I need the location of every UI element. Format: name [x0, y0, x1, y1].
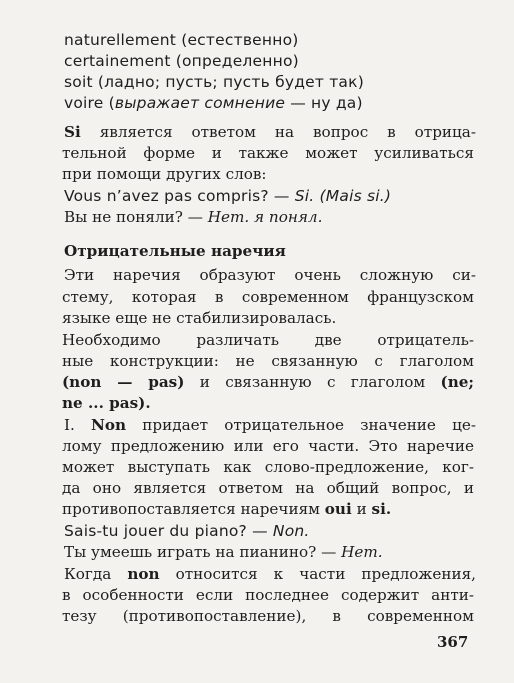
text-segment: ные конструкции: не связанную с глаголом [62, 352, 474, 370]
bold-term: Отрицательные наречия [64, 242, 286, 260]
text-segment: Ты умеешь играть на пианино? — [64, 543, 342, 561]
text-segment: стему, которая в современном французском [62, 288, 474, 306]
text-segment: тезу (противопоставление), в современном [62, 607, 474, 625]
text-segment: придает отрицательное значение це- [126, 416, 476, 434]
text-line [62, 478, 474, 498]
text-segment: является ответом на вопрос в отрица- [80, 123, 476, 141]
text-segment: и связанную с глаголом [184, 373, 441, 391]
text-line [64, 51, 476, 71]
text-line [62, 143, 474, 163]
text-line [62, 308, 474, 328]
text-line [62, 585, 474, 605]
italic-text: Non. [272, 522, 310, 540]
bold-term: Non [91, 416, 127, 434]
text-line [62, 393, 474, 413]
text-segment: voire ( [64, 94, 115, 112]
bold-term: (non — pas) [62, 373, 185, 391]
text-line [64, 415, 476, 435]
text-segment: Sais-tu jouer du piano? — [64, 522, 273, 540]
text-line [64, 542, 476, 562]
bold-term: Si [64, 123, 81, 141]
text-segment: лому предложению или его части. Это наречие [62, 437, 474, 455]
text-line [64, 72, 476, 92]
text-segment: soit (ладно; пусть; пусть будет так) [64, 73, 364, 91]
text-line [64, 93, 476, 113]
text-line [64, 564, 476, 584]
text-line [62, 457, 474, 477]
text-segment: Эти наречия образуют очень сложную си- [64, 266, 476, 284]
text-segment: да оно является ответом на общий вопрос, и [62, 479, 474, 497]
text-line [64, 207, 476, 227]
text-segment: в особенности если последнее содержит анти- [62, 586, 474, 604]
text-segment: I. [64, 416, 92, 434]
text-segment: Vous n’avez pas compris? — [64, 187, 295, 205]
italic-text: Нет. [341, 543, 383, 561]
bold-term: ne ... pas). [62, 394, 151, 412]
text-line [62, 330, 474, 350]
text-line [62, 351, 474, 371]
text-line [64, 186, 476, 206]
text-line [62, 164, 474, 184]
bold-term: si. [371, 500, 392, 518]
text-segment: при помощи других слов: [62, 165, 267, 183]
text-segment: тельной форме и также может усиливаться [62, 144, 474, 162]
text-segment: naturellement (естественно) [64, 31, 299, 49]
text-segment: — ну да) [285, 94, 363, 112]
section-heading [64, 241, 476, 261]
text-line [62, 436, 474, 456]
text-segment: Необходимо различать две отрицатель- [62, 331, 474, 349]
text-segment: относится к части предложения, [159, 565, 476, 583]
italic-text: Si. (Mais si.) [294, 187, 392, 205]
text-segment: противопоставляется наречиям [62, 500, 325, 518]
text-segment: языке еще не стабилизировалась. [62, 309, 337, 327]
text-line [64, 521, 476, 541]
text-line [64, 30, 476, 50]
text-segment: Вы не поняли? — [64, 208, 208, 226]
text-line [64, 122, 476, 142]
italic-text: Нет. я понял. [207, 208, 323, 226]
bold-term: (ne; [440, 373, 475, 391]
text-segment: Когда [64, 565, 128, 583]
bold-term: oui [324, 500, 352, 518]
text-line [64, 265, 476, 285]
text-line [62, 499, 474, 519]
page-number: 367 [437, 633, 469, 651]
text-line [62, 372, 474, 392]
text-segment: может выступать как слово-предложение, ког- [62, 458, 474, 476]
text-segment: certainement (определенно) [64, 52, 299, 70]
bold-term: non [127, 565, 160, 583]
text-segment: и [351, 500, 372, 518]
italic-text: выражает сомнение [114, 94, 286, 112]
text-line [62, 606, 474, 626]
text-line [62, 287, 474, 307]
